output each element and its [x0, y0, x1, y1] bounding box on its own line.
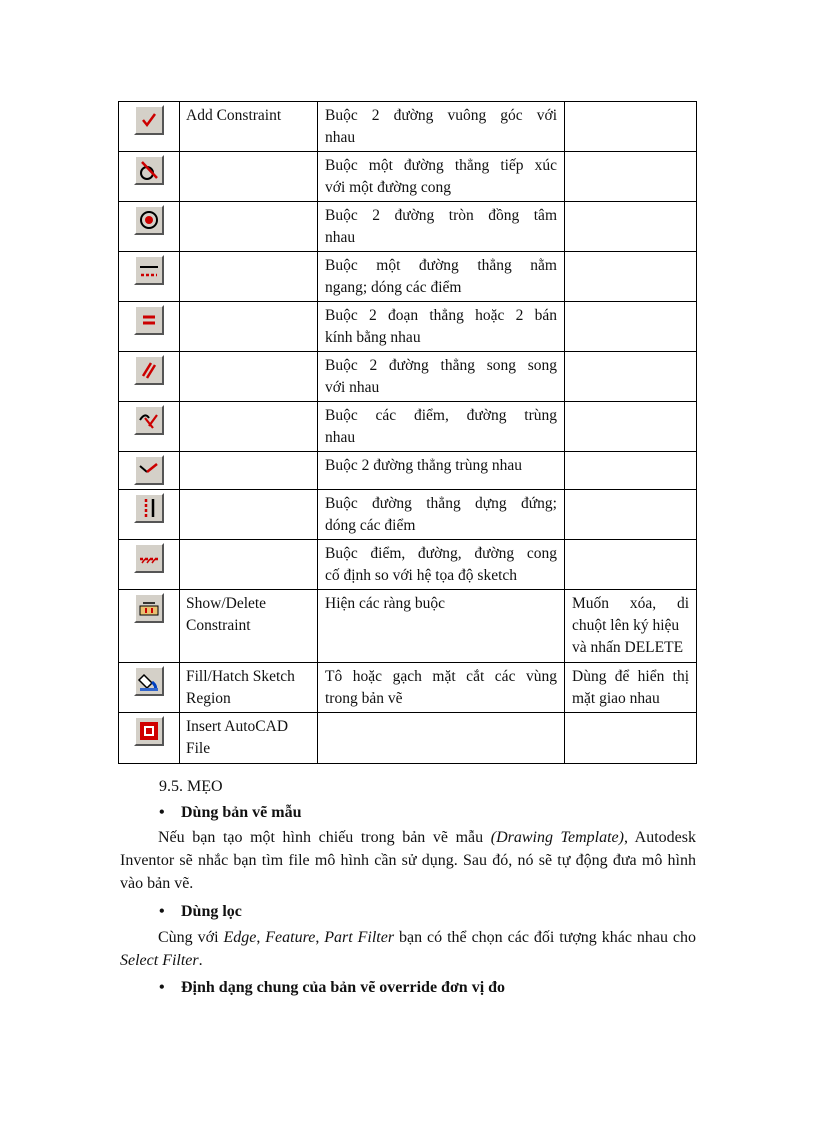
table-row — [119, 540, 697, 590]
bullet-icon: • — [159, 979, 165, 996]
paragraph-filter: Cùng với Edge, Feature, Part Filter bạn có thể chọn các đối tượng khác nhau cho Select Filter. — [120, 929, 697, 969]
note-line: Muốn xóa, di — [572, 595, 689, 612]
equal-constraint-icon — [134, 305, 164, 335]
bullet-filter — [159, 900, 242, 923]
vertical-constraint-icon — [134, 493, 164, 523]
desc-line: nhau — [325, 429, 356, 446]
concentric-constraint-icon — [134, 205, 164, 235]
insert-autocad-icon — [134, 716, 164, 746]
desc-line: Hiện các ràng buộc — [325, 595, 446, 612]
desc-line: dóng các điểm — [325, 517, 416, 534]
section-heading: 9.5. MẸO — [159, 778, 223, 795]
table-row — [119, 202, 697, 252]
desc-line: Buộc 2 đường tròn đồng tâm — [325, 207, 557, 224]
note-line: chuột lên ký hiệu — [572, 617, 680, 634]
fix-constraint-icon — [134, 543, 164, 573]
bullet-icon: • — [159, 804, 165, 821]
coincident-constraint-icon — [134, 405, 164, 435]
desc-line: Buộc 2 đường vuông góc với — [325, 107, 557, 124]
tool-name: Show/Delete Constraint — [180, 590, 318, 663]
desc-line: Tô hoặc gạch mặt cắt các vùng — [325, 668, 557, 685]
bullet-icon: • — [159, 903, 165, 920]
desc-line: với một đường cong — [325, 179, 451, 196]
tool-name: Fill/Hatch Sketch Region — [180, 663, 318, 713]
desc-line: cố định so với hệ tọa độ sketch — [325, 567, 518, 584]
desc-line: Buộc đường thẳng dựng đứng; — [325, 495, 557, 512]
horizontal-constraint-icon — [134, 255, 164, 285]
tool-name: Add Constraint — [180, 102, 318, 152]
desc-line: nhau — [325, 229, 356, 246]
table-row — [119, 490, 697, 540]
desc-line: kính bằng nhau — [325, 329, 421, 346]
perpendicular-constraint-icon — [134, 105, 164, 135]
desc-line: Buộc các điểm, đường trùng — [325, 407, 557, 424]
fill-hatch-icon — [134, 666, 164, 696]
constraint-table — [118, 101, 697, 764]
tool-name: Insert AutoCAD File — [180, 713, 318, 764]
table-row — [119, 252, 697, 302]
table-row — [119, 713, 697, 764]
table-row — [119, 352, 697, 402]
bullet-title: Dùng lọc — [181, 903, 242, 920]
table-row — [119, 452, 697, 490]
table-row — [119, 302, 697, 352]
desc-line: Buộc một đường thẳng tiếp xúc — [325, 157, 557, 174]
bullet-title: Dùng bản vẽ mẫu — [181, 804, 302, 821]
note-line: và nhấn DELETE — [572, 639, 684, 656]
desc-line: trong bản vẽ — [325, 690, 403, 707]
table-row — [119, 152, 697, 202]
desc-line: ngang; dóng các điểm — [325, 279, 462, 296]
table-row — [119, 102, 697, 152]
table-row — [119, 663, 697, 713]
desc-line: Buộc một đường thẳng nằm — [325, 257, 557, 274]
desc-line: Buộc 2 đoạn thẳng hoặc 2 bán — [325, 307, 557, 324]
tangent-constraint-icon — [134, 155, 164, 185]
desc-line: Buộc 2 đường thẳng song song — [325, 357, 557, 374]
table-row — [119, 402, 697, 452]
desc-line: nhau — [325, 129, 356, 146]
bullet-format — [159, 976, 505, 999]
note-line: Dùng để hiển thị — [572, 668, 689, 685]
desc-line: Buộc điểm, đường, đường cong — [325, 545, 557, 562]
bullet-title: Định dạng chung của bản vẽ override đơn vị đo — [181, 979, 506, 996]
collinear-constraint-icon — [134, 455, 164, 485]
note-line: mặt giao nhau — [572, 690, 660, 707]
paragraph-template: Nếu bạn tạo một hình chiếu trong bản vẽ mẫu (Drawing Template), Autodesk Inventor sẽ nhắc bạn tìm file mô hình cần sử dụng. Sau đó, nó sẽ tự động đưa mô hình vào bản vẽ. — [120, 829, 697, 892]
desc-line: Buộc 2 đường thẳng trùng nhau — [325, 457, 522, 474]
table-row — [119, 590, 697, 663]
show-delete-constraint-icon — [134, 593, 164, 623]
bullet-template — [159, 801, 301, 824]
parallel-constraint-icon — [134, 355, 164, 385]
desc-line: với nhau — [325, 379, 380, 396]
